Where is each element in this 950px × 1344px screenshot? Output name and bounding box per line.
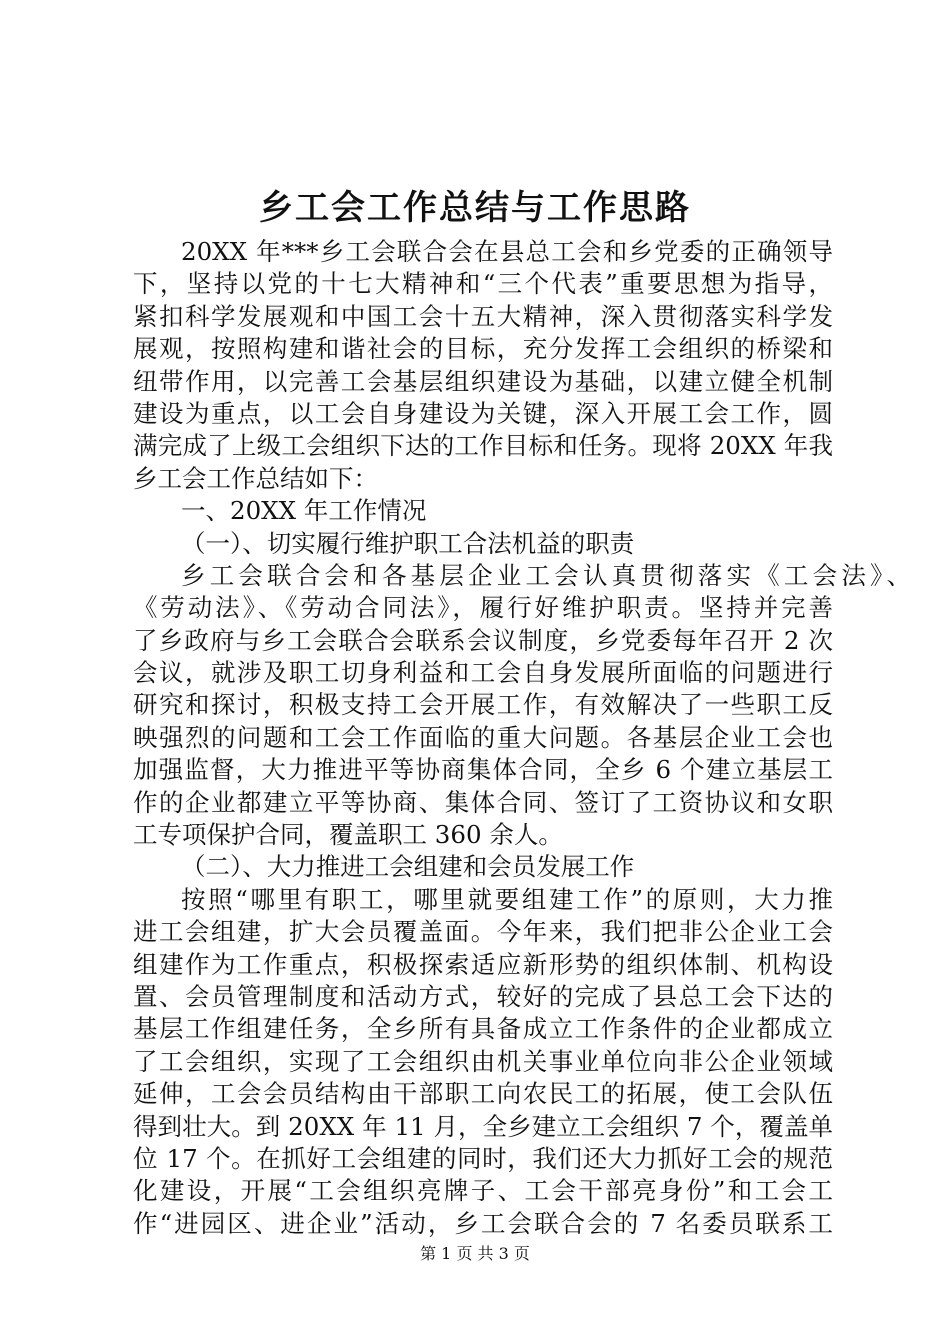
page-footer: 第 1 页 共 3 页 xyxy=(420,1244,530,1263)
paragraph-line: 进工会组建，扩大会员覆盖面。今年来，我们把非公企业工会 xyxy=(133,917,833,947)
paragraph-line: 研究和探讨，积极支持工会开展工作，有效解决了一些职工反 xyxy=(133,690,833,720)
paragraph-line: 作“进园区、进企业”活动，乡工会联合会的 7 名委员联系工 xyxy=(133,1208,833,1238)
paragraph-line: 加强监督，大力推进平等协商集体合同，全乡 6 个建立基层工 xyxy=(133,755,833,785)
paragraph-line: 乡工会工作总结如下： xyxy=(133,463,378,493)
paragraph-line: 位 17 个。在抓好工会组建的同时，我们还大力抓好工会的规范 xyxy=(133,1143,833,1173)
paragraph-line: 延伸，工会会员结构由干部职工向农民工的拓展，使工会队伍 xyxy=(133,1079,833,1109)
paragraph-line: 建设为重点，以工会自身建设为关键，深入开展工会工作，圆 xyxy=(133,398,833,428)
paragraph-line: 组建作为工作重点，积极探索适应新形势的组织体制、机构设 xyxy=(133,949,833,979)
section-heading: 一、20XX 年工作情况 xyxy=(181,496,427,526)
paragraph-line: 了乡政府与乡工会联合会联系会议制度，乡党委每年召开 2 次 xyxy=(133,625,833,655)
subsection-heading: （二）、大力推进工会组建和会员发展工作 xyxy=(181,852,635,882)
paragraph-line: 置、会员管理制度和活动方式，较好的完成了县总工会下达的 xyxy=(133,981,833,1011)
paragraph-line: 映强烈的问题和工会工作面临的重大问题。各基层企业工会也 xyxy=(133,722,833,752)
paragraph-line: 纽带作用，以完善工会基层组织建设为基础，以建立健全机制 xyxy=(133,366,833,396)
paragraph-line: 下，坚持以党的十七大精神和“三个代表”重要思想为指导， xyxy=(133,269,833,299)
page-title: 乡工会工作总结与工作思路 xyxy=(259,188,691,228)
paragraph-line: 20XX 年***乡工会联合会在县总工会和乡党委的正确领导 xyxy=(181,237,833,266)
paragraph-line: 得到壮大。到 20XX 年 11 月，全乡建立工会组织 7 个，覆盖单 xyxy=(133,1111,833,1141)
paragraph-line: 满完成了上级工会组织下达的工作目标和任务。现将 20XX 年我 xyxy=(133,431,833,461)
paragraph-line: 《劳动法》、《劳动合同法》，履行好维护职责。坚持并完善 xyxy=(133,593,833,623)
paragraph-line: 乡工会联合会和各基层企业工会认真贯彻落实《工会法》、 xyxy=(181,560,911,590)
paragraph-line: 展观，按照构建和谐社会的目标，充分发挥工会组织的桥梁和 xyxy=(133,334,833,364)
document-body xyxy=(133,236,911,1240)
paragraph-line: 化建设，开展“工会组织亮牌子、工会干部亮身份”和工会工 xyxy=(133,1176,833,1206)
paragraph-line: 紧扣科学发展观和中国工会十五大精神，深入贯彻落实科学发 xyxy=(133,301,833,331)
paragraph-line: 了工会组织，实现了工会组织由机关事业单位向非公企业领域 xyxy=(133,1046,833,1076)
subsection-heading: （一）、切实履行维护职工合法机益的职责 xyxy=(181,528,635,558)
paragraph-line: 基层工作组建任务，全乡所有具备成立工作条件的企业都成立 xyxy=(133,1014,833,1044)
paragraph-line: 会议，就涉及职工切身利益和工会自身发展所面临的问题进行 xyxy=(133,658,833,688)
paragraph-line: 工专项保护合同，覆盖职工 360 余人。 xyxy=(133,820,563,850)
paragraph-line: 作的企业都建立平等协商、集体合同、签订了工资协议和女职 xyxy=(133,787,833,817)
paragraph-line: 按照“哪里有职工，哪里就要组建工作”的原则，大力推 xyxy=(181,884,833,914)
